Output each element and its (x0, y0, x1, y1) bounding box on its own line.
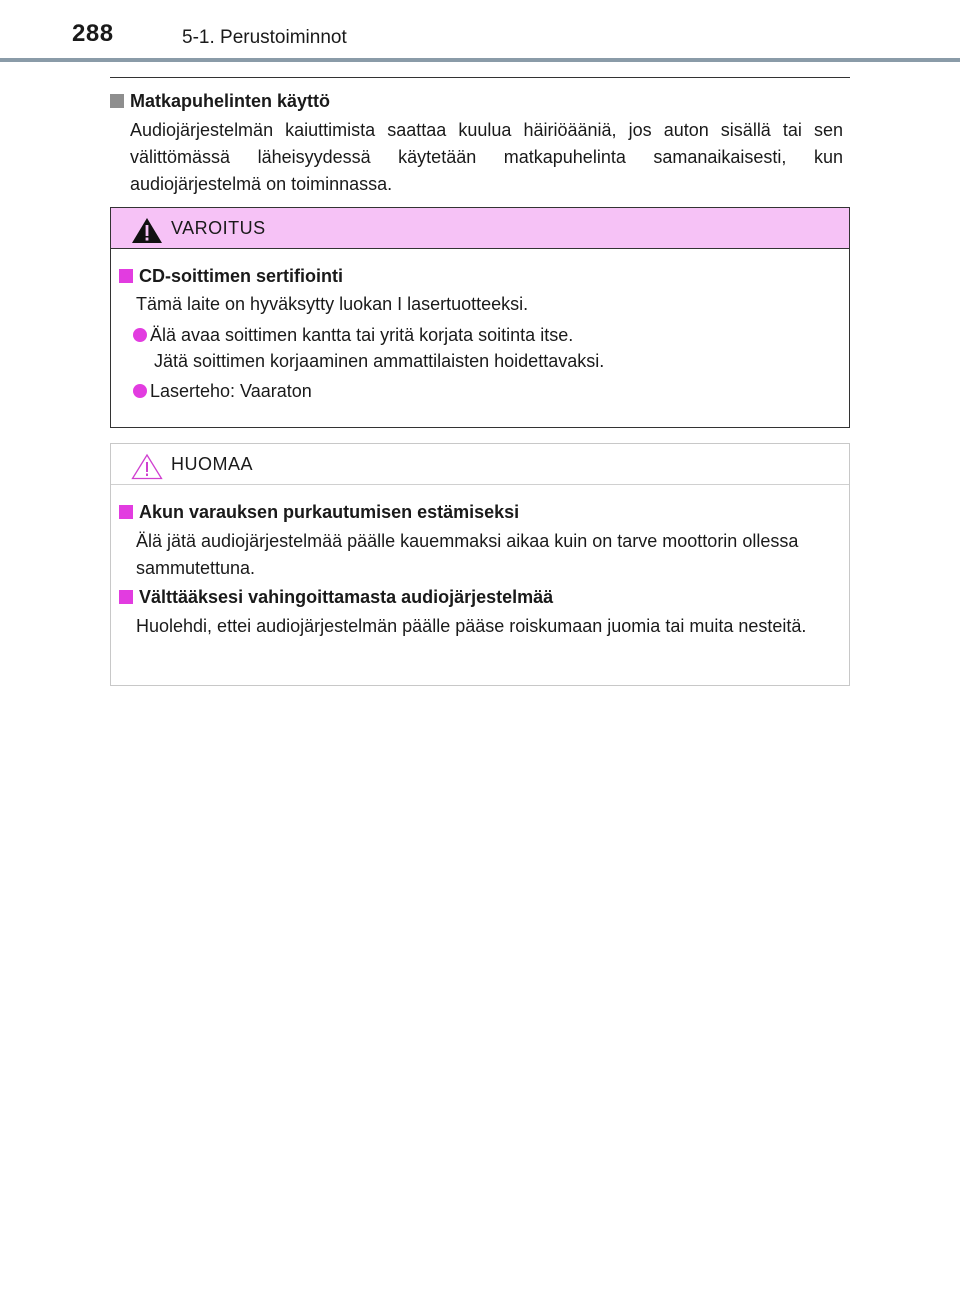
warning-header (111, 208, 849, 249)
notice-item-heading (119, 587, 553, 608)
bullet-dot-icon (133, 328, 147, 342)
warning-triangle-icon (131, 217, 163, 244)
section-heading-text: Matkapuhelinten käyttö (130, 91, 331, 111)
notice-item-heading (119, 502, 519, 523)
bullet-text-continued: Jätä soittimen korjaaminen ammattilaisten hoidettavaksi. (154, 351, 605, 371)
notice-label: HUOMAA (171, 454, 254, 474)
heading-square-icon (119, 505, 133, 519)
warning-intro: Tämä laite on hyväksytty luokan I lasertuotteeksi. (136, 294, 529, 314)
warning-bullet (133, 322, 833, 374)
page-header (0, 0, 960, 64)
notice-heading-text: Välttääksesi vahingoittamasta audiojärjestelmää (139, 587, 554, 607)
caution-triangle-outline-icon (131, 453, 163, 480)
notice-heading-text: Akun varauksen purkautumisen estämiseksi (139, 502, 520, 522)
section-divider (110, 77, 850, 78)
heading-square-icon (119, 590, 133, 604)
heading-square-icon (110, 94, 124, 108)
notice-box (110, 443, 850, 686)
warning-bullet (133, 378, 833, 404)
bullet-text: Älä avaa soittimen kantta tai yritä korjata soitinta itse. (150, 325, 574, 345)
notice-item-body: Huolehdi, ettei audiojärjestelmän päälle pääse roiskumaan juomia tai muita nesteitä. (136, 616, 807, 636)
warning-label: VAROITUS (171, 218, 266, 238)
heading-square-icon (119, 269, 133, 283)
bullet-text: Laserteho: Vaaraton (150, 381, 312, 401)
notice-header (111, 444, 849, 485)
bullet-dot-icon (133, 384, 147, 398)
header-rule (0, 58, 960, 62)
section-heading (110, 91, 330, 112)
page-number: 288 (72, 20, 114, 47)
chapter-title: 5-1. Perustoiminnot (182, 27, 347, 48)
section-body: Audiojärjestelmän kaiuttimista saattaa kuulua häiriöääniä, jos auton sisällä tai sen välittömässä läheisyydessä käytetään matkapuhelinta samanaikaisesti, kun audiojärjestelmä on toiminnassa. (130, 120, 843, 194)
warning-heading-text: CD-soittimen sertifiointi (139, 266, 344, 286)
notice-item-body: Älä jätä audiojärjestelmää päälle kauemmaksi aikaa kuin on tarve moottorin ollessa sammutettuna. (136, 531, 799, 578)
warning-box (110, 207, 850, 428)
warning-heading (119, 266, 343, 287)
